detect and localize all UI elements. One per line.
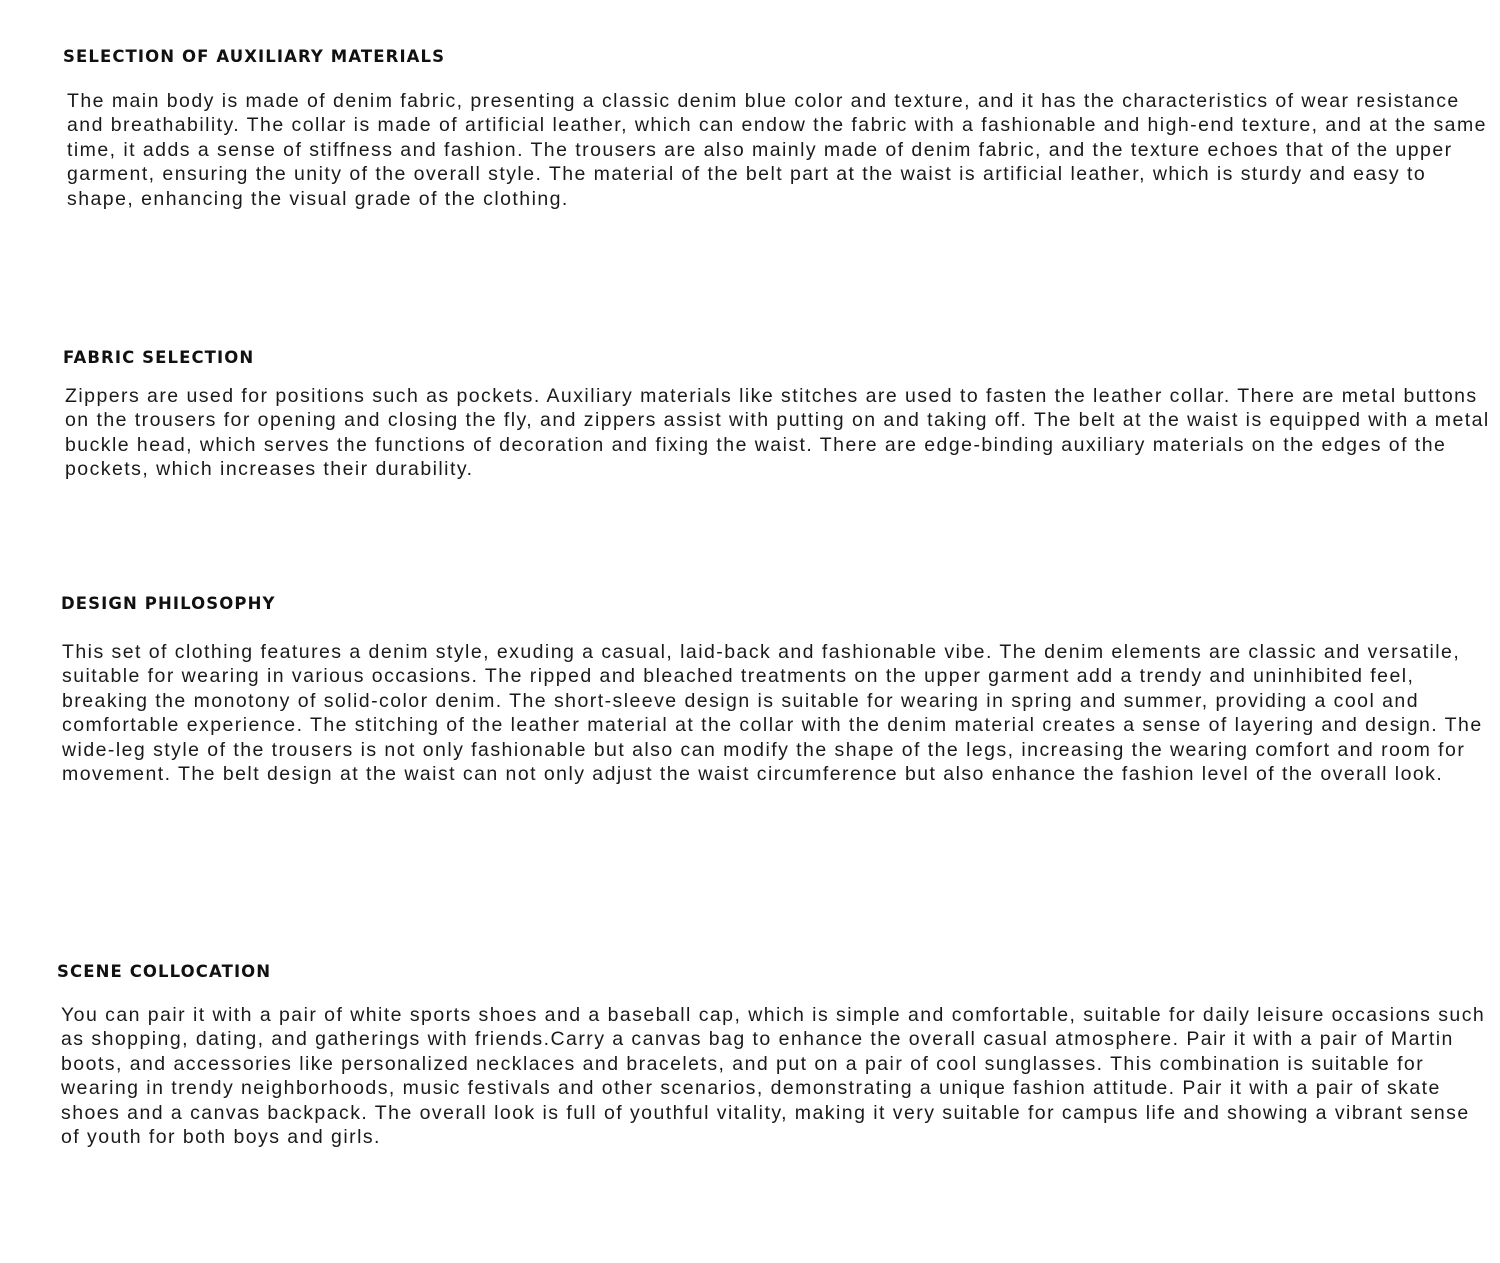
- section-body: Zippers are used for positions such as pockets. Auxiliary materials like stitches are used to fasten the leather collar. There are metal buttons on the trousers for opening and closing the fly, and zippers assist with putting on and taking off. The belt at the waist is equipped with a metal buckle head, which serves the functions of decoration and fixing the waist. There are edge-binding auxiliary materials on the edges of the pockets, which increases their durability.: [65, 385, 1490, 481]
- section-heading: DESIGN PHILOSOPHY: [61, 594, 276, 613]
- section-body: This set of clothing features a denim style, exuding a casual, laid-back and fashionable vibe. The denim elements are classic and versatile, suitable for wearing in various occasions. The ripped and bleached treatments on the upper garment add a trendy and uninhibited feel, breaking the monotony of solid-color denim. The short-sleeve design is suitable for wearing in spring and summer, providing a cool and comfortable experience. The stitching of the leather material at the collar with the denim material creates a sense of layering and design. The wide-leg style of the trousers is not only fashionable but also can modify the shape of the legs, increasing the wearing comfort and room for movement. The belt design at the waist can not only adjust the waist circumference but also enhance the fashion level of the overall look.: [62, 641, 1483, 786]
- section-heading: SELECTION OF AUXILIARY MATERIALS: [63, 47, 446, 66]
- section-heading: FABRIC SELECTION: [63, 348, 255, 367]
- section-heading: SCENE COLLOCATION: [57, 962, 272, 981]
- section-body: You can pair it with a pair of white sports shoes and a baseball cap, which is simple and comfortable, suitable for daily leisure occasions such as shopping, dating, and gatherings with friends.Carry a canvas bag to enhance the overall casual atmosphere. Pair it with a pair of Martin boots, and accessories like personalized necklaces and bracelets, and put on a pair of cool sunglasses. This combination is suitable for wearing in trendy neighborhoods, music festivals and other scenarios, demonstrating a unique fashion attitude. Pair it with a pair of skate shoes and a canvas backpack. The overall look is full of youthful vitality, making it very suitable for campus life and showing a vibrant sense of youth for both boys and girls.: [61, 1004, 1486, 1149]
- section-body: The main body is made of denim fabric, presenting a classic denim blue color and texture, and it has the characteristics of wear resistance and breathability. The collar is made of artificial leather, which can endow the fabric with a fashionable and high-end texture, and at the same time, it adds a sense of stiffness and fashion. The trousers are also mainly made of denim fabric, and the texture echoes that of the upper garment, ensuring the unity of the overall style. The material of the belt part at the waist is artificial leather, which is sturdy and easy to shape, enhancing the visual grade of the clothing.: [67, 90, 1487, 210]
